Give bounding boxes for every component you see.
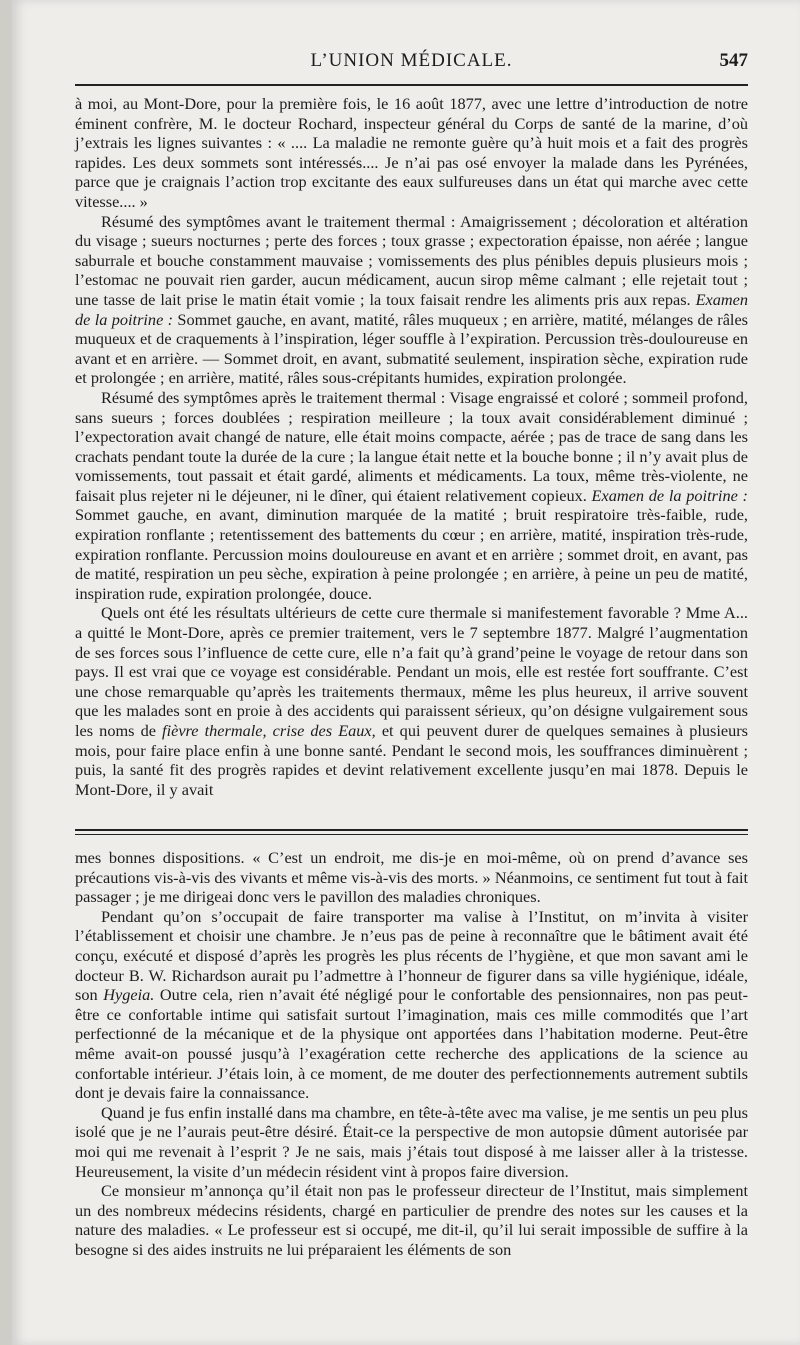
feuilleton-section bbox=[75, 848, 748, 1259]
document-page bbox=[12, 0, 800, 1345]
paragraph: Quand je fus enfin installé dans ma chambre, en tête-à-tête avec ma valise, je me sentis un peu plus isolé que je ne l’aurais peut-être désiré. Était-ce la perspective de mon autopsie dûment autorisée par moi qui me revenait à l’esprit ? Je ne sais, mais j’étais tout disposé à me laisser aller à la tristesse. Heureusement, la visite d’un médecin résident vint à propos faire diversion. bbox=[75, 1102, 748, 1181]
header-rule bbox=[75, 84, 748, 86]
section-divider-thick bbox=[75, 829, 748, 831]
italic-phrase: fièvre thermale, crise des Eaux, bbox=[162, 721, 376, 740]
paragraph: Résumé des symptômes avant le traitement thermal : Amaigrissement ; décoloration et altération du visage ; sueurs nocturnes ; perte des forces ; toux grasse ; expectoration épaisse, non aérée ; langue saburrale et bouche constamment mauvaise ; vomissements des plus pénibles depuis plusieurs mois ; l’estomac ne pouvait rien garder, aucun médicament, aucun sirop même calmant ; elle rejetait tout ; une tasse de lait prise le matin était vomie ; la toux faisait rendre les aliments pris aux repas. Examen de la poitrine : Sommet gauche, en avant, matité, râles muqueux ; en arrière, matité, mélanges de râles muqueux et de craquements à l’inspiration, léger souffle à l’expiration. Percussion très-douloureuse en avant et en arrière. — Sommet droit, en avant, submatité seulement, inspiration sèche, expiration rude et prolongée ; en arrière, matité, râles sous-crépitants humides, expiration prolongée. bbox=[75, 211, 749, 388]
paragraph: à moi, au Mont-Dore, pour la première fois, le 16 août 1877, avec une lettre d’introduction de notre éminent confrère, M. le docteur Rochard, inspecteur général du Corps de santé de la marine, d’où j’extrais les lignes suivantes : « .... La maladie ne remonte guère qu’à huit mois et a fait des progrès rapides. Les deux sommets sont intéressés.... Je n’ai pas osé envoyer la malade dans les Pyrénées, parce que je craignais l’action trop excitante des eaux sulfureuses dans un état qui marche avec cette vitesse.... » bbox=[75, 94, 748, 211]
article-top-section bbox=[75, 94, 748, 799]
italic-heading: Examen de la poitrine : bbox=[75, 289, 748, 329]
page-number: 547 bbox=[719, 50, 748, 71]
paragraph: Résumé des symptômes après le traitement thermal : Visage engraissé et coloré ; sommeil profond, sans sueurs ; forces doublées ; respiration meilleure ; la toux avait considérablement diminué ; l’expectoration avait changé de nature, elle était moins compacte, aérée ; pas de trace de sang dans les crachats pendant toute la durée de la cure ; la langue était nette et la bouche bonne ; il n’y avait plus de vomissements, tout passait et était gardé, aliments et médicaments. La toux, même très-violente, ne faisait plus rejeter ni le déjeuner, ni le dîner, qui étaient relativement copieux. Examen de la poitrine : Sommet gauche, en avant, diminution marquée de la matité ; bruit respiratoire très-faible, rude, expiration ronflante ; retentissement des battements du cœur ; en arrière, matité, inspiration très-rude, expiration ronflante. Percussion moins douloureuse en avant et en arrière ; sommet droit, en avant, pas de matité, respiration un peu sèche, expiration à peine prolongée ; en arrière, à peine un peu de matité, inspiration rude, expiration prolongée, douce. bbox=[75, 387, 749, 603]
paragraph: Pendant qu’on s’occupait de faire transporter ma valise à l’Institut, on m’invita à visiter l’établissement et choisir une chambre. Je n’eus pas de peine à reconnaître que le bâtiment avait été conçu, exécuté et disposé d’après les progrès les plus récents de l’hygiène, et que mon savant ami le docteur B. W. Richardson aurait pu l’admettre à l’honneur de figurer dans sa ville hygiénique, idéale, son Hygeia. Outre cela, rien n’avait été négligé pour le confortable des pensionnaires, non pas peut-être ce confortable intime qui satisfait surtout l’imagination, mais ces mille commodités que l’art perfectionné de la mécanique et de la physique ont apportées dans l’habitation moderne. Peut-être même avait-on poussé jusqu’à l’exagération cette recherche des applications de la science au confortable intérieur. J’étais loin, à ce moment, de me douter des perfectionnements autrement subtils dont je devais faire la connaissance. bbox=[75, 906, 748, 1103]
page-header bbox=[75, 48, 748, 78]
paragraph-lead: Résumé des symptômes avant le traitement thermal : bbox=[101, 211, 456, 231]
paragraph: mes bonnes dispositions. « C’est un endroit, me dis-je en moi-même, où on prend d’avance ses précautions vis-à-vis des vivants et même vis-à-vis des morts. » Néanmoins, ce sentiment fut tout à fait passager ; je me dirigeai donc vers le pavillon des maladies chroniques. bbox=[75, 848, 748, 907]
running-title: L’UNION MÉDICALE. bbox=[310, 50, 513, 71]
section-divider-thin bbox=[75, 834, 748, 835]
italic-heading: Examen de la poitrine : bbox=[591, 485, 748, 505]
paragraph: Ce monsieur m’annonça qu’il était non pas le professeur directeur de l’Institut, mais simplement un des nombreux médecins résidents, chargé en particulier de prendre des notes sur les causes et la nature des maladies. « Le professeur est si occupé, me dit-il, qu’il lui serait impossible de suffire à la besogne si des aides instruits ne lui préparaient les éléments de son bbox=[75, 1181, 748, 1259]
paragraph-lead: Résumé des symptômes après le traitement thermal : bbox=[101, 387, 446, 407]
paragraph: Quels ont été les résultats ultérieurs de cette cure thermale si manifestement favorable ? Mme A... a quitté le Mont-Dore, après ce premier traitement, vers le 7 septembre 1877. Malgré l’augmentation de ses forces sous l’influence de cette cure, elle n’a fait qu’à grand’peine le voyage de retour dans son pays. Il est vrai que ce voyage est considérable. Pendant un mois, elle est restée fort souffrante. C’est une chose remarquable qu’après les traitements thermaux, même les plus heureux, il arrive souvent que les malades sont en proie à des accidents qui paraissent sérieux, qu’on désigne vulgairement sous les noms de fièvre thermale, crise des Eaux, et qui peuvent durer de quelques semaines à plusieurs mois, pour faire place enfin à une bonne santé. Pendant le second mois, les souffrances diminuèrent ; puis, la santé fit des progrès rapides et devint relativement excellente jusqu’en mai 1878. Depuis le Mont-Dore, il y avait bbox=[75, 603, 749, 799]
italic-phrase: Hygeia. bbox=[103, 985, 155, 1005]
